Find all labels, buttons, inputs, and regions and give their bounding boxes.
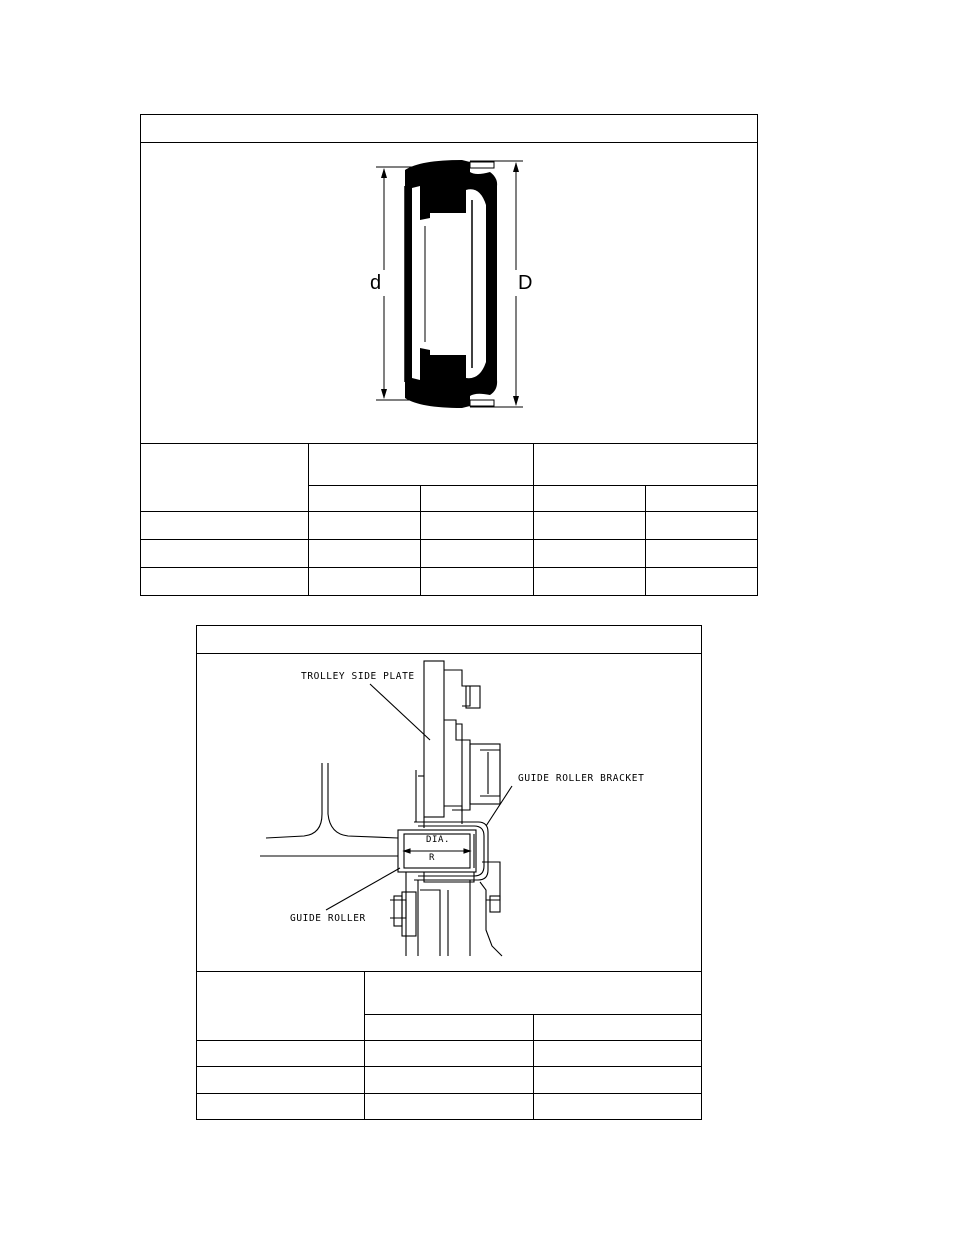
callout-guide-roller-bracket: GUIDE ROLLER BRACKET bbox=[518, 773, 645, 784]
guide-roller-panel bbox=[0, 600, 954, 1235]
guide-roller-drawing bbox=[0, 600, 954, 1235]
callout-guide-roller: GUIDE ROLLER bbox=[290, 913, 366, 924]
seal-dimension-panel bbox=[0, 0, 954, 600]
seal-cross-section-drawing bbox=[0, 0, 954, 600]
callout-trolley-side-plate: TROLLEY SIDE PLATE bbox=[301, 671, 415, 682]
seal-outer-diameter-label: D bbox=[518, 272, 533, 294]
roller-r-label: R bbox=[429, 853, 436, 863]
roller-dia-label: DIA. bbox=[426, 835, 451, 845]
seal-inner-diameter-label: d bbox=[370, 272, 382, 294]
